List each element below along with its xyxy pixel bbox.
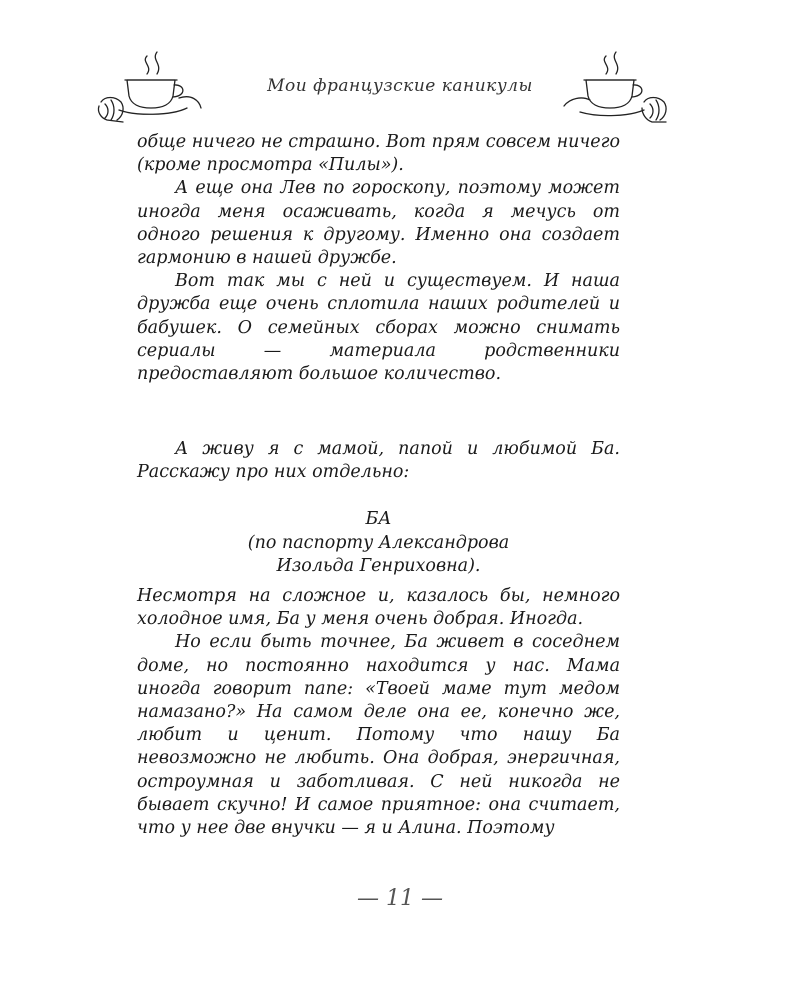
section-heading [137,508,620,579]
page-number: — 11 — [357,886,443,911]
page-header [0,48,800,128]
section-heading-title: БА [365,509,392,529]
paragraph: Несмотря на сложное и, казалось бы, немного холодное имя, Ба у меня очень добрая. Иногда. [137,586,620,630]
text-block-family [137,438,620,484]
paragraph: А еще она Лев по гороскопу, поэтому может иногда меня осаживать, когда я мечусь от одного решения к другому. Именно она создает гармонию в нашей дружбе. [137,178,620,269]
coffee-cup-croissant-icon [560,48,670,128]
paragraph: Но если быть точнее, Ба живет в соседнем доме, но постоянно находится у нас. Мама иногда говорит папе: «Твоей маме тут медом намазано?» На самом деле она ее, конечно же, любит и ценит. Потому что нашу Ба невозможно не любить. Она добрая, энергичная, остроумная и заботливая. С ней никогда не бывает скучно! И самое приятное: она считает, что у нее две внучки — я и Алина. Поэтому [137,632,620,839]
section-heading-subtitle: (по паспорту Александрова [247,532,510,553]
text-block-ba [137,585,620,840]
text-block-top [137,131,620,386]
coffee-cup-croissant-icon [95,48,205,128]
paragraph: Вот так мы с ней и существуем. И наша дружба еще очень сплотила наших родителей и бабушек. О семейных сборах можно снимать сериалы — материала родственники предоставляют большое количество. [137,271,620,385]
running-title: Мои французские каникулы [267,76,533,96]
paragraph: А живу я с мамой, папой и любимой Ба. Расскажу про них отдельно: [137,439,620,483]
section-heading-subtitle: Изольда Генриховна). [276,556,481,576]
paragraph: обще ничего не страшно. Вот прям совсем ничего (кроме просмотра «Пилы»). [137,132,620,176]
